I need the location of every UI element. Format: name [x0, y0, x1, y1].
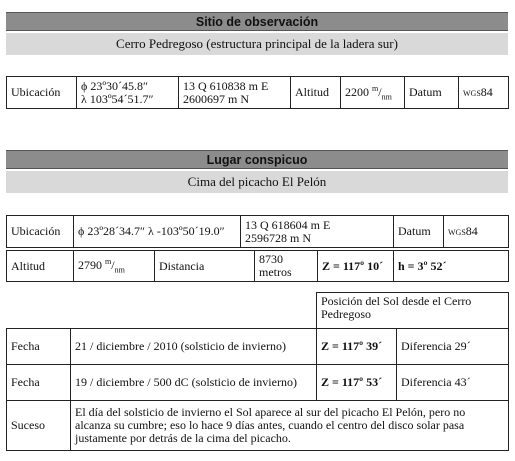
datum-value: wgs84 [459, 77, 509, 109]
observation-site-name: Cerro Pedregoso (estructura principal de la ladera sur) [6, 33, 508, 55]
location-label: Ubicación [7, 216, 74, 248]
distance-label: Distancia [155, 251, 255, 282]
sun-position-table [6, 292, 509, 451]
azimuth-value: Z = 117º 10´ [318, 251, 394, 282]
observation-site-table [6, 76, 509, 109]
utm-north: 2596728 m N [245, 230, 311, 245]
unit-numerator: m [105, 257, 112, 267]
datum-label: Datum [405, 77, 459, 109]
latitude: ϕ 23º30´45.8″ [81, 78, 149, 93]
altitude-number: 2790 [78, 258, 102, 273]
datum-label: Datum [394, 216, 444, 248]
sun-position-header: Posición del Sol desde el Cerro Pedregoso [317, 293, 509, 329]
utm-coordinates [241, 216, 394, 248]
date-value: 21 / diciembre / 2010 (solsticio de invierno) [71, 329, 317, 365]
difference-value: Diferencia 29´ [397, 329, 509, 365]
geographic-coordinates: ϕ 23º28´34.7″ λ -103º50´19.0″ [74, 216, 241, 248]
date-label: Fecha [7, 365, 71, 401]
unit-denominator: nm [381, 92, 392, 102]
altitude-label: Altitud [291, 77, 341, 109]
longitude: λ 103º54´51.7″ [81, 91, 154, 106]
utm-north: 2600697 m N [183, 91, 249, 106]
unit-numerator: m [372, 83, 379, 93]
utm-coordinates [179, 77, 291, 109]
date-label: Fecha [7, 329, 71, 365]
sun-azimuth: Z = 117º 39´ [317, 329, 397, 365]
altitude-value: 2200 $^m/_{nm}$ [341, 77, 405, 109]
event-text: El día del solsticio de invierno el Sol aparece al sur del picacho El Pelón, pero no alcanza su cumbre; eso lo hace 9 días antes, cuando el centro del disco solar pasa justamente por detrás de la cima del picacho. [71, 401, 509, 451]
height-value: h = 3º 52´ [394, 251, 509, 282]
distance-value: 8730 metros [255, 251, 318, 282]
sun-azimuth: Z = 117º 53´ [317, 365, 397, 401]
event-label: Suceso [7, 401, 71, 451]
utm-east: 13 Q 618604 m E [245, 217, 331, 232]
table-row [7, 365, 509, 401]
datum-value: wgs84 [444, 216, 509, 248]
landmark-name: Cima del picacho El Pelón [6, 171, 508, 193]
observation-site-heading: Sitio de observación [6, 12, 508, 31]
geographic-coordinates [77, 77, 179, 109]
difference-value: Diferencia 43´ [397, 365, 509, 401]
unit-denominator: nm [114, 265, 125, 275]
utm-east: 13 Q 610838 m E [183, 78, 269, 93]
landmark-altitude-table [6, 250, 509, 282]
location-label: Ubicación [7, 77, 77, 109]
table-row [7, 329, 509, 365]
landmark-heading: Lugar conspicuo [6, 150, 508, 169]
altitude-value: 2790 $^m/_{nm}$ [74, 251, 155, 282]
date-value: 19 / diciembre / 500 dC (solsticio de invierno) [71, 365, 317, 401]
altitude-number: 2200 [345, 84, 369, 99]
altitude-label: Altitud [7, 251, 74, 282]
landmark-location-table [6, 215, 509, 248]
